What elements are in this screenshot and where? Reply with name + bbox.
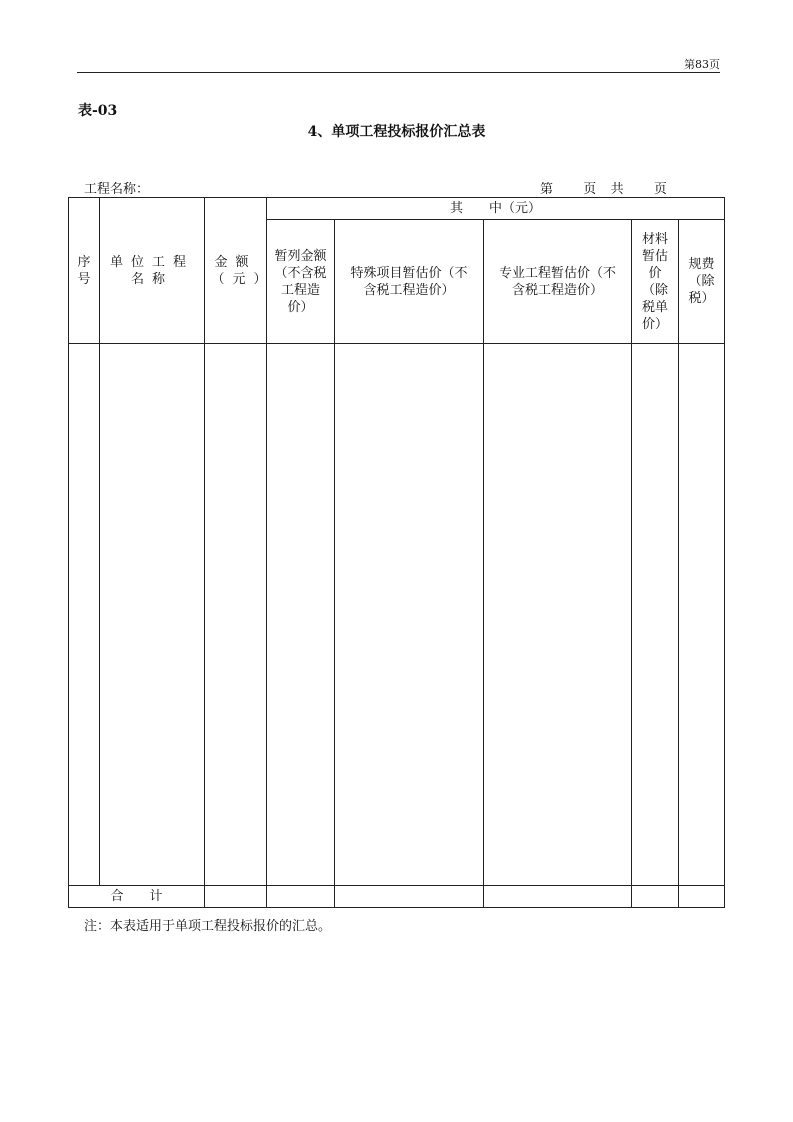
col-header-special-item: 特殊项目暂估价（不含税工程造价） — [335, 220, 484, 344]
cell-professional-work — [484, 344, 632, 886]
total-provisional-sum — [267, 886, 335, 908]
page-of-indicator — [540, 178, 667, 197]
col-header-professional-work: 专业工程暂估价（不含税工程造价） — [484, 220, 632, 344]
cell-amount — [205, 344, 267, 886]
summary-table — [68, 197, 725, 908]
total-professional-work — [484, 886, 632, 908]
col-header-unit-project: 单位工程名称 — [100, 198, 205, 344]
page-label: 第 — [540, 182, 554, 197]
total-unit-label: 页 — [653, 182, 667, 197]
col-header-seq: 序号 — [69, 198, 100, 344]
project-name-label: 工程名称： — [84, 182, 150, 197]
total-material — [632, 886, 679, 908]
total-row-label: 合 计 — [69, 886, 205, 908]
total-fees — [679, 886, 725, 908]
footnote: 注：本表适用于单项工程投标报价的汇总。 — [84, 919, 332, 934]
cell-fees — [679, 344, 725, 886]
page-number: 第83页 — [684, 58, 720, 71]
col-header-amount: 金额（元） — [205, 198, 267, 344]
col-header-fees: 规费（除税） — [679, 220, 725, 344]
cell-seq — [69, 344, 100, 886]
col-header-provisional-sum: 暂列金额（不含税工程造价） — [267, 220, 335, 344]
cell-material — [632, 344, 679, 886]
total-special-item — [335, 886, 484, 908]
total-label: 共 — [610, 182, 624, 197]
total-row — [69, 886, 725, 908]
cell-unit-project — [100, 344, 205, 886]
col-header-material: 材料暂估价（除税单价） — [632, 220, 679, 344]
col-header-of-which: 其 中（元） — [267, 198, 725, 220]
table-code: 表-03 — [78, 103, 118, 119]
header-rule — [77, 72, 720, 73]
page-title: 4、单项工程投标报价汇总表 — [307, 124, 486, 140]
page-unit-label: 页 — [583, 182, 597, 197]
cell-special-item — [335, 344, 484, 886]
cell-provisional-sum — [267, 344, 335, 886]
table-body-row — [69, 344, 725, 886]
total-amount — [205, 886, 267, 908]
